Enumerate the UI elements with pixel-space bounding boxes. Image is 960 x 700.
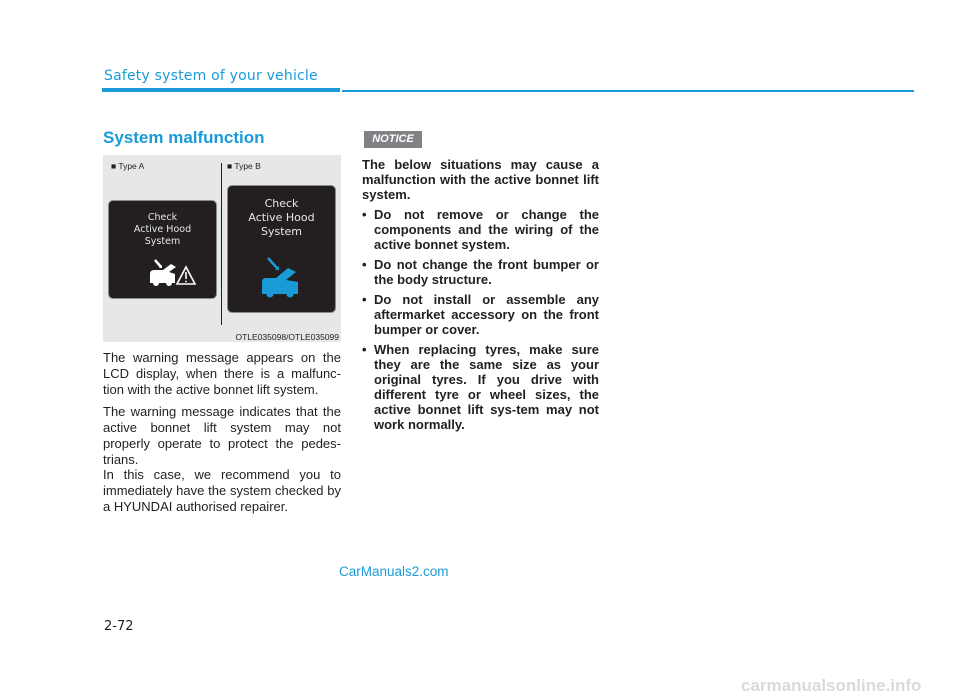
figure-code: OTLE035098/OTLE035099 [235,332,339,342]
bullet-icon: • [362,207,367,222]
notice-list-item [362,342,599,432]
active-bonnet-icon [258,254,308,300]
header-rule [342,90,914,92]
bullet-icon: • [362,292,367,307]
type-a-label: ■ Type A [111,161,145,171]
body-paragraph: In this case, we recommend you to immediately have the system checked by a HYUNDAI authorised repairer. [103,467,341,514]
lcd-panel-type-a [108,200,217,299]
notice-list-item [362,257,599,287]
notice-item-text: Do not remove or change the components and the wiring of the active bonnet system. [374,207,599,252]
watermark-link[interactable]: CarManuals2.com [339,564,449,579]
notice-intro: The below situations may cause a malfunction with the active bonnet lift system. [362,157,599,202]
panel-b-message [228,197,335,238]
panel-a-message [109,212,216,248]
lcd-panel-type-b [227,185,336,313]
notice-list-item [362,207,599,252]
active-bonnet-warning-icon [147,257,197,287]
figure-divider [221,163,222,325]
bullet-icon: • [362,342,367,357]
page-number: 2-72 [104,619,134,634]
type-b-label: ■ Type B [227,161,261,171]
running-header: Safety system of your vehicle [104,68,318,84]
header-rule-accent [102,88,340,92]
panel-b-line-3: System [260,224,303,238]
notice-item-text: Do not install or assemble any aftermarket accessory on the front bumper or cover. [374,292,599,337]
panel-b-line-2: Active Hood [248,210,315,224]
notice-list-item [362,292,599,337]
body-paragraph: The warning message appears on the LCD display, when there is a malfunc-tion with the active bonnet lift system. [103,350,341,397]
notice-list [362,207,599,437]
notice-badge: NOTICE [364,131,422,148]
notice-item-text: Do not change the front bumper or the body structure. [374,257,599,287]
warning-figure [103,155,341,342]
section-title: System malfunction [103,128,265,147]
panel-a-line-3: System [144,235,181,247]
bullet-icon: • [362,257,367,272]
footer-watermark: carmanualsonline.info [741,676,922,695]
panel-a-line-1: Check [147,212,178,223]
panel-a-line-2: Active Hood [133,223,192,235]
panel-b-line-1: Check [264,197,299,210]
body-paragraph: The warning message indicates that the active bonnet lift system may not properly operate to protect the pedes-trians. [103,404,341,467]
notice-item-text: When replacing tyres, make sure they are the same size as your original tyres. If you drive with different tyre or wheel sizes, the active bonnet lift sys-tem may not work normally. [374,342,599,432]
